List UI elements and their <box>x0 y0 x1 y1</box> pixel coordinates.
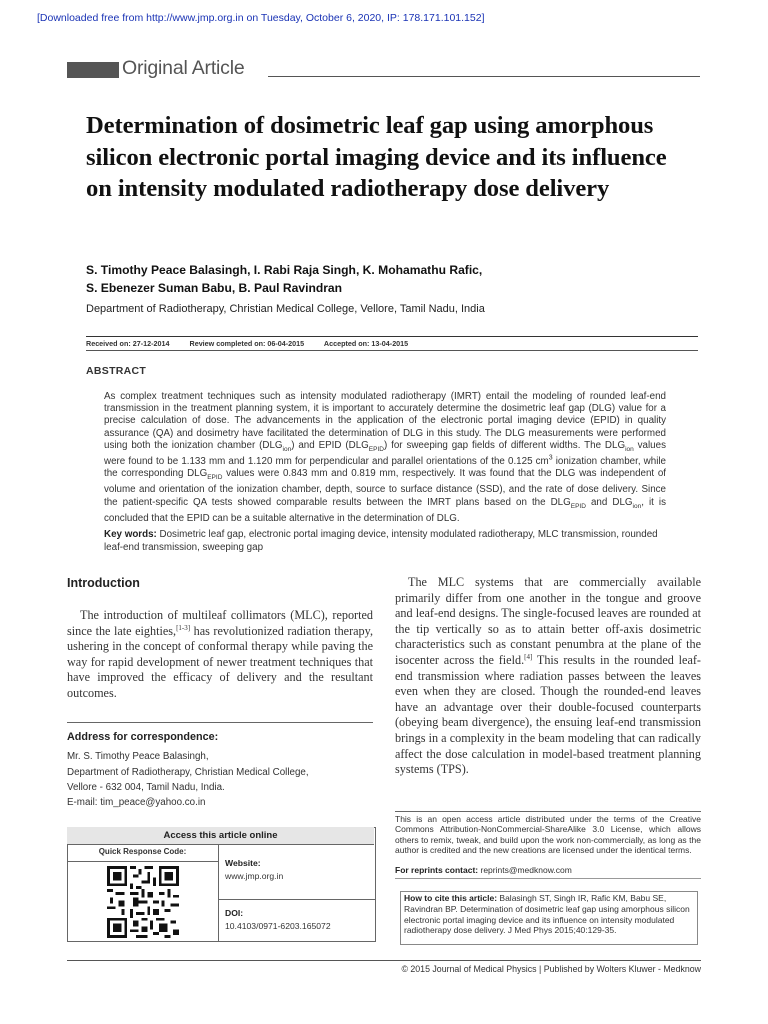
keywords <box>104 528 666 554</box>
keywords-label: Key words: <box>104 529 157 540</box>
reprints-label: For reprints contact: <box>395 865 479 875</box>
section-label: Original Article <box>122 57 245 79</box>
citation-label: How to cite this article: <box>404 893 498 903</box>
license-rule <box>395 811 701 812</box>
article-dates <box>86 339 426 348</box>
qr-code-icon[interactable] <box>107 866 179 938</box>
access-box-divider-horizontal <box>218 899 375 900</box>
doi-label: DOI: <box>225 908 244 918</box>
correspondence-line-3: Vellore - 632 004, Tamil Nadu, India. <box>67 782 225 793</box>
correspondence-line-1: Mr. S. Timothy Peace Balasingh, <box>67 751 209 762</box>
footer-copyright: © 2015 Journal of Medical Physics | Published by Wolters Kluwer - Medknow <box>401 964 701 974</box>
received-date: Received on: 27-12-2014 <box>86 339 170 348</box>
abstract-sup-3: 3 <box>548 454 553 462</box>
reprints-rule <box>395 878 701 879</box>
col2-text-2: This results in the rounded leaf-end transmission where radiation passes between the leaves even when they are closed. Though the rounded-end leaves have an advantage over their double-focused counterparts (obeying beam divergence), the ensuing leaf-end transmission brings in a complexity in the beam modeling that can radically affect the dose calculation in model-based treatment planning systems (TPS). <box>395 652 701 777</box>
abstract-sub-epid: EPID <box>368 445 384 453</box>
abstract-sub-ion-2: ion <box>625 445 634 453</box>
col2-text-1: The MLC systems that are commercially available primarily differ from one another in the tongue and groove and leaf-end designs. The single-focused leaves are rounded at the tip vertically so as to attain better off-axis dosimetric characteristics such as constant penumbra at the plane of the isocenter across the field. <box>395 575 701 667</box>
article-title: Determination of dosimetric leaf gap using amorphous silicon electronic portal imaging device and its influence on intensity modulated radiotherapy dose delivery <box>86 112 667 202</box>
abstract-heading: ABSTRACT <box>86 365 147 377</box>
website-label: Website: <box>225 858 261 868</box>
doi-link[interactable]: 10.4103/0971-6203.165072 <box>225 921 331 931</box>
intro-heading: Introduction <box>67 576 140 590</box>
abstract-text-4: values were found to be 1.133 mm and 1.120 mm for perpendicular and parallel orientations of the 0.125 cm <box>104 439 666 467</box>
right-column-paragraph <box>395 575 701 778</box>
accepted-date: Accepted on: 13-04-2015 <box>323 339 409 348</box>
correspondence-rule <box>67 722 373 723</box>
correspondence-heading: Address for correspondence: <box>67 731 219 743</box>
abstract-text-5: ionization chamber, while the corresponding DLG <box>104 455 666 480</box>
abstract-text-3: ) for sweeping gap fields of different widths. The DLG <box>383 439 626 451</box>
abstract-sub-ion: ion <box>282 445 292 453</box>
abstract-text-2: ) and EPID (DLG <box>291 439 369 451</box>
abstract-text-7: and DLG <box>585 496 633 508</box>
abstract-body <box>104 391 666 525</box>
author-line-2: S. Ebenezer Suman Babu, B. Paul Ravindran <box>86 280 343 295</box>
access-box-heading: Access this article online <box>67 827 374 845</box>
abstract-text-6: values were 0.843 mm and 0.819 mm, respectively. It was found that the DLG was independent of volume and orientation of the ionization chamber, depth, source to surface distance (SSD), and the rate of dose delivery. Since the patient-specific QA tests showed comparable results between the IMRT plans based on the DLG <box>104 468 666 508</box>
col2-ref-1[interactable]: [4] <box>524 652 533 661</box>
affiliation: Department of Radiotherapy, Christian Medical College, Vellore, Tamil Nadu, India <box>86 303 485 315</box>
license-note: This is an open access article distributed under the terms of the Creative Commons Attribution-NonCommercial-ShareAlike 3.0 License, which allows others to remix, tweak, and build upon the work non-commercially, as long as the author is credited and the new creations are licensed under the identical terms. <box>395 814 701 856</box>
correspondence-line-2: Department of Radiotherapy, Christian Medical College, <box>67 767 309 778</box>
dates-rule-bottom <box>86 350 698 351</box>
intro-text-2: has revolutionized radiation therapy, ushering in the concept of conformal therapy while paving the way for rapid development of newer treatment techniques that have improved the efficacy of delivery and the resultant outcomes. <box>67 623 373 700</box>
citation-body: Balasingh ST, Singh IR, Rafic KM, Babu SE, Ravindran BP. Determination of dosimetric leaf gap using amorphous silicon electronic portal imaging device and its influence on intensity modulated radiotherapy dose delivery. J Med Phys 2015;40:129-35. <box>404 893 690 936</box>
abstract-sub-ion-3: ion <box>632 502 642 510</box>
abstract-sub-epid-3: EPID <box>570 502 586 510</box>
abstract-sub-epid-2: EPID <box>207 474 223 482</box>
author-list <box>86 262 696 297</box>
correspondence-email[interactable]: E-mail: tim_peace@yahoo.co.in <box>67 797 206 808</box>
footer-rule <box>67 960 701 961</box>
citation-text <box>404 893 694 936</box>
reprints-contact <box>395 865 572 875</box>
intro-text-1: The introduction of multileaf collimators (MLC), reported since the late eighties, <box>67 608 373 638</box>
intro-ref-1[interactable]: [1-3] <box>176 623 191 632</box>
keywords-text: Dosimetric leaf gap, electronic portal imaging device, intensity modulated radiotherapy, MLC transmission, rounded leaf-end transmission, sweeping gap <box>104 529 658 553</box>
author-line-1: S. Timothy Peace Balasingh, I. Rabi Raja Singh, K. Mohamathu Rafic, <box>86 263 483 277</box>
intro-paragraph <box>67 608 373 702</box>
reprints-email[interactable]: reprints@medknow.com <box>478 865 572 875</box>
section-rule <box>268 76 700 77</box>
website-link[interactable]: www.jmp.org.in <box>225 871 284 881</box>
access-box-divider-vertical <box>218 845 219 941</box>
abstract-text-1: As complex treatment techniques such as intensity modulated radiotherapy (IMRT) entail the modeling of rounded leaf-end transmission in the treatment planning system, it is important to accurately determine the dosimetric leaf gap (DLG) value for a precise calculation of dose. The advancements in the application of the electronic portal imaging device (EPID) in quality assurance (QA) and dosimetry have facilitated the determination of DLG in this study. The DLG measurements were performed using both the ionization chamber (DLG <box>104 391 666 451</box>
qr-label: Quick Response Code: <box>98 847 187 856</box>
download-note: [Downloaded free from http://www.jmp.org.in on Tuesday, October 6, 2020, IP: 178.171.101.152] <box>37 12 485 24</box>
review-date: Review completed on: 06-04-2015 <box>189 339 305 348</box>
abstract-text-8: , it is concluded that the EPID can be a suitable alternative in the determination of DLG. <box>104 496 667 524</box>
dates-rule-top <box>86 336 698 337</box>
section-bar <box>67 62 119 78</box>
